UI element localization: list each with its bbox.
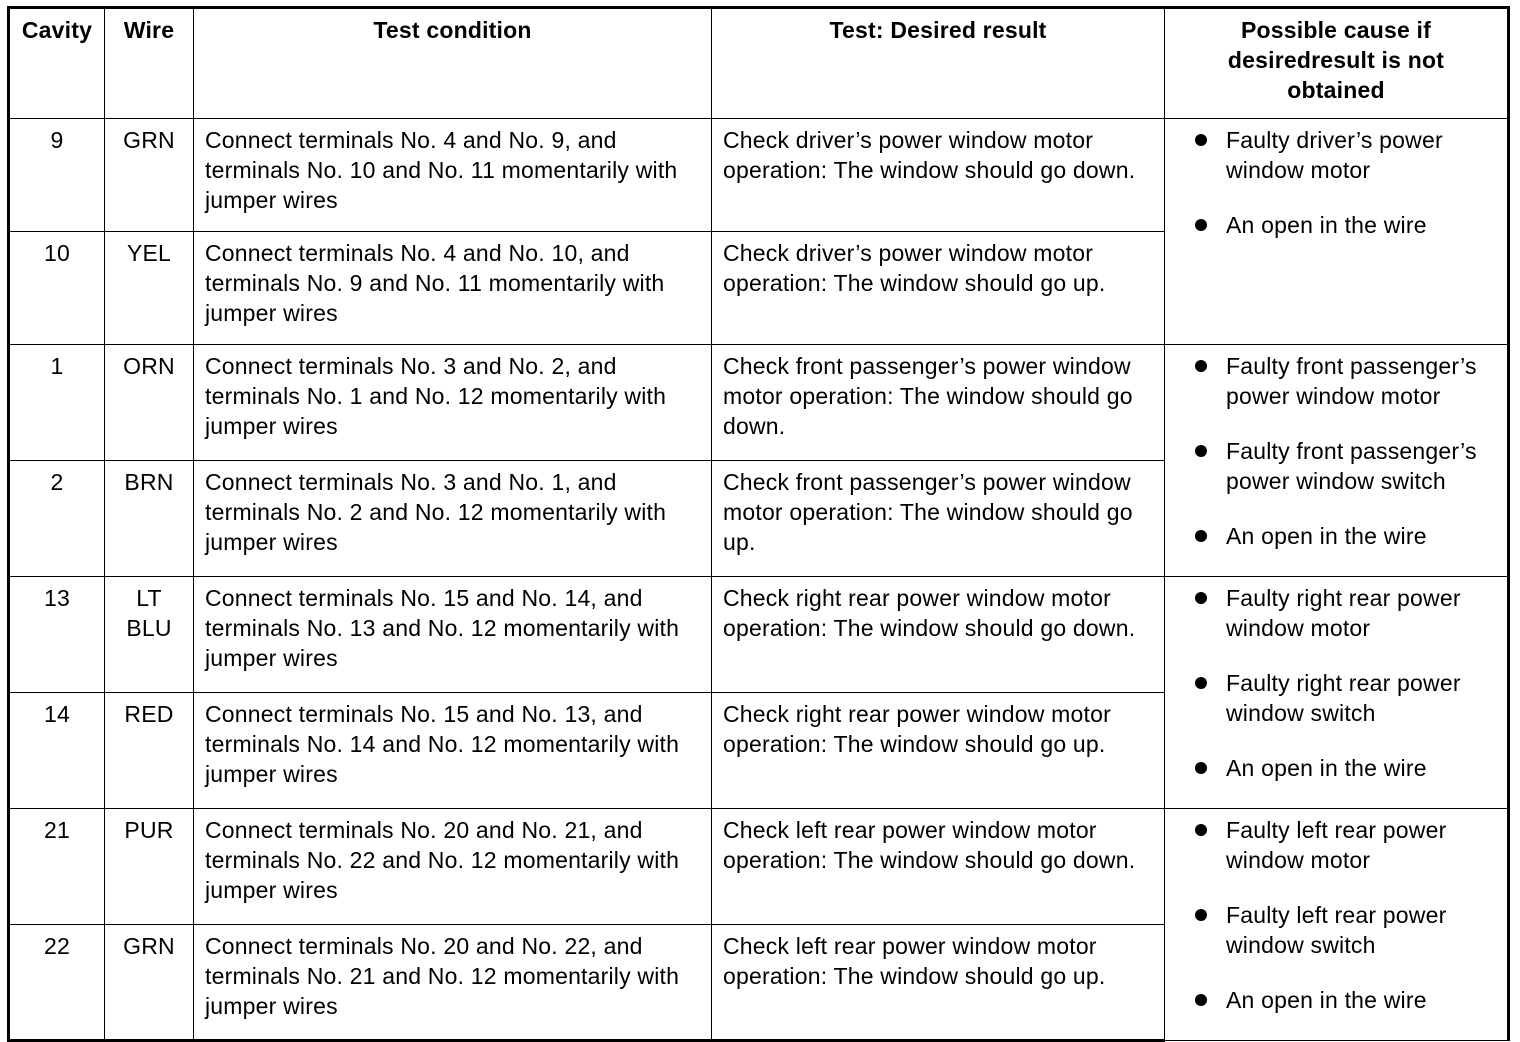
desired-result-cell: Check driver’s power window motor operation: The window should go down. (712, 119, 1165, 232)
desired-result-cell: Check left rear power window motor operation: The window should go down. (712, 809, 1165, 925)
cause-item: An open in the wire (1195, 985, 1501, 1015)
cavity-cell: 9 (9, 119, 105, 232)
test-condition-cell: Connect terminals No. 15 and No. 14, and terminals No. 13 and No. 12 momentarily with jumper wires (194, 577, 712, 693)
table-row (9, 119, 1509, 232)
table-row (9, 345, 1509, 461)
header-cavity: Cavity (9, 8, 105, 119)
desired-result-cell: Check driver’s power window motor operation: The window should go up. (712, 232, 1165, 345)
header-desired-result: Test: Desired result (712, 8, 1165, 119)
cavity-cell: 2 (9, 461, 105, 577)
test-condition-cell: Connect terminals No. 20 and No. 22, and terminals No. 21 and No. 12 momentarily with jumper wires (194, 925, 712, 1041)
test-condition-cell: Connect terminals No. 4 and No. 9, and terminals No. 10 and No. 11 momentarily with jumper wires (194, 119, 712, 232)
cause-item: An open in the wire (1195, 210, 1501, 240)
header-row (9, 8, 1509, 119)
cavity-cell: 14 (9, 693, 105, 809)
cavity-cell: 1 (9, 345, 105, 461)
header-possible-cause: Possible cause if desiredresult is not obtained (1165, 8, 1509, 119)
cause-item: Faulty front passenger’s power window switch (1195, 436, 1501, 496)
table-row (9, 577, 1509, 693)
test-condition-cell: Connect terminals No. 20 and No. 21, and terminals No. 22 and No. 12 momentarily with jumper wires (194, 809, 712, 925)
wire-cell: ORN (105, 345, 194, 461)
power-window-test-table (7, 6, 1510, 1042)
wire-cell: GRN (105, 119, 194, 232)
cause-item: Faulty right rear power window switch (1195, 668, 1501, 728)
test-condition-cell: Connect terminals No. 4 and No. 10, and terminals No. 9 and No. 11 momentarily with jumper wires (194, 232, 712, 345)
cause-list (1165, 125, 1507, 240)
possible-cause-cell (1165, 809, 1509, 1041)
cause-item: Faulty left rear power window switch (1195, 900, 1501, 960)
wire-cell: GRN (105, 925, 194, 1041)
cavity-cell: 10 (9, 232, 105, 345)
possible-cause-cell (1165, 345, 1509, 577)
cavity-cell: 21 (9, 809, 105, 925)
cause-list (1165, 583, 1507, 783)
desired-result-cell: Check front passenger’s power window motor operation: The window should go down. (712, 345, 1165, 461)
cause-item: Faulty right rear power window motor (1195, 583, 1501, 643)
cause-item: An open in the wire (1195, 753, 1501, 783)
cause-item: An open in the wire (1195, 521, 1501, 551)
test-condition-cell: Connect terminals No. 3 and No. 2, and terminals No. 1 and No. 12 momentarily with jumper wires (194, 345, 712, 461)
cause-item: Faulty front passenger’s power window motor (1195, 351, 1501, 411)
wire-cell: BRN (105, 461, 194, 577)
possible-cause-cell (1165, 577, 1509, 809)
wire-cell: LT BLU (105, 577, 194, 693)
cause-item: Faulty left rear power window motor (1195, 815, 1501, 875)
test-condition-cell: Connect terminals No. 3 and No. 1, and terminals No. 2 and No. 12 momentarily with jumper wires (194, 461, 712, 577)
cavity-cell: 13 (9, 577, 105, 693)
possible-cause-cell (1165, 119, 1509, 345)
cavity-cell: 22 (9, 925, 105, 1041)
cause-list (1165, 815, 1507, 1015)
desired-result-cell: Check left rear power window motor operation: The window should go up. (712, 925, 1165, 1041)
header-test-condition: Test condition (194, 8, 712, 119)
wire-cell: YEL (105, 232, 194, 345)
wire-cell: RED (105, 693, 194, 809)
desired-result-cell: Check front passenger’s power window motor operation: The window should go up. (712, 461, 1165, 577)
cause-list (1165, 351, 1507, 551)
table-row (9, 809, 1509, 925)
cause-item: Faulty driver’s power window motor (1195, 125, 1501, 185)
desired-result-cell: Check right rear power window motor operation: The window should go down. (712, 577, 1165, 693)
header-wire: Wire (105, 8, 194, 119)
table-body (9, 119, 1509, 1041)
wire-cell: PUR (105, 809, 194, 925)
desired-result-cell: Check right rear power window motor operation: The window should go up. (712, 693, 1165, 809)
test-condition-cell: Connect terminals No. 15 and No. 13, and terminals No. 14 and No. 12 momentarily with jumper wires (194, 693, 712, 809)
